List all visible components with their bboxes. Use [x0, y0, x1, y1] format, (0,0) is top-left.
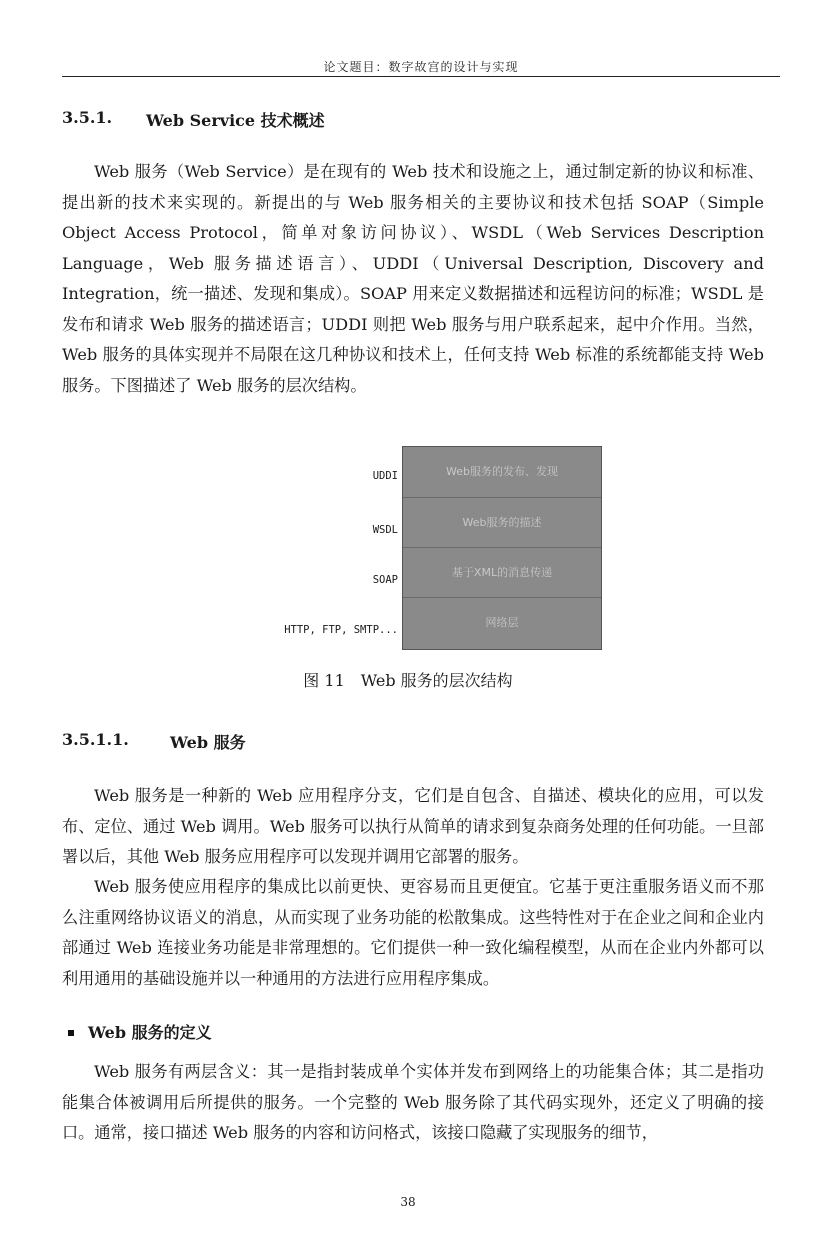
figure-protocol-labels: [270, 458, 398, 646]
label-soap: SOAP: [372, 574, 398, 586]
bullet-text: Web 服务的定义: [88, 1023, 212, 1042]
figure-caption: 图 11 Web 服务的层次结构: [303, 671, 513, 690]
page-number: 38: [400, 1195, 416, 1209]
subsection-number: 3.5.1.1.: [62, 730, 129, 749]
paragraph-web-service-overview: Web 服务（Web Service）是在现有的 Web 技术和设施之上，通过制定新的协议和标准、提出新的技术来实现的。新提出的与 Web 服务相关的主要协议和技术包括 SOAP（Simple Object Access Protocol，简单对象访问协议）、WSDL（Web Services Description Language，Web 服务描述语言）、UDDI（Universal Description, Discovery and Integration，统一描述、发现和集成）。SOAP 用来定义数据描述和远程访问的标准；WSDL 是发布和请求 Web 服务的描述语言；UDDI 则把 Web 服务与用户联系起来，起中介作用。当然，Web 服务的具体实现并不局限在这几种协议和技术上，任何支持 Web 标准的系统都能支持 Web 服务。下图描述了 Web 服务的层次结构。: [62, 162, 764, 395]
section-number: 3.5.1.: [62, 108, 113, 127]
running-header: 论文题目：数字故宫的设计与实现: [323, 60, 519, 74]
layer-publish-discover: Web服务的发布、发现: [446, 465, 558, 478]
paragraph-web-service-definition: Web 服务有两层含义：其一是指封装成单个实体并发布到网络上的功能集合体；其二是指功能集合体被调用后所提供的服务。一个完整的 Web 服务除了其代码实现外，还定义了明确的接口。通常，接口描述 Web 服务的内容和访问格式，该接口隐藏了实现服务的细节，: [62, 1062, 764, 1142]
header-rule: [62, 76, 780, 77]
label-wsdl: WSDL: [372, 524, 398, 536]
layer-network: 网络层: [403, 597, 601, 647]
subsection-title: Web 服务: [170, 733, 246, 752]
layer-xml-messaging: 基于XML的消息传递: [403, 547, 601, 597]
layer-stack-diagram: [402, 446, 602, 650]
section-title: Web Service 技术概述: [146, 111, 325, 130]
bullet-square-icon: [68, 1030, 74, 1036]
paragraph-web-service-benefits: Web 服务使应用程序的集成比以前更快、更容易而且更便宜。它基于更注重服务语义而不那么注重网络协议语义的消息，从而实现了业务功能的松散集成。这些特性对于在企业之间和企业内部通过 Web 连接业务功能是非常理想的。它们提供一种一致化编程模型，从而在企业内外都可以利用通用的基础设施并以一种通用的方法进行应用程序集成。: [62, 877, 764, 988]
section-heading-3-5-1-1: [62, 730, 246, 752]
label-uddi: UDDI: [372, 470, 398, 482]
bullet-heading: [62, 1020, 212, 1043]
section-heading-3-5-1: [62, 108, 325, 130]
paragraph-web-service-intro: Web 服务是一种新的 Web 应用程序分支，它们是自包含、自描述、模块化的应用，可以发布、定位、通过 Web 调用。Web 服务可以执行从简单的请求到复杂商务处理的任何功能。一旦部署以后，其他 Web 服务应用程序可以发现并调用它部署的服务。: [62, 786, 764, 866]
label-http-ftp-smtp: HTTP, FTP, SMTP...: [284, 624, 398, 636]
layer-description: Web服务的描述: [403, 497, 601, 547]
